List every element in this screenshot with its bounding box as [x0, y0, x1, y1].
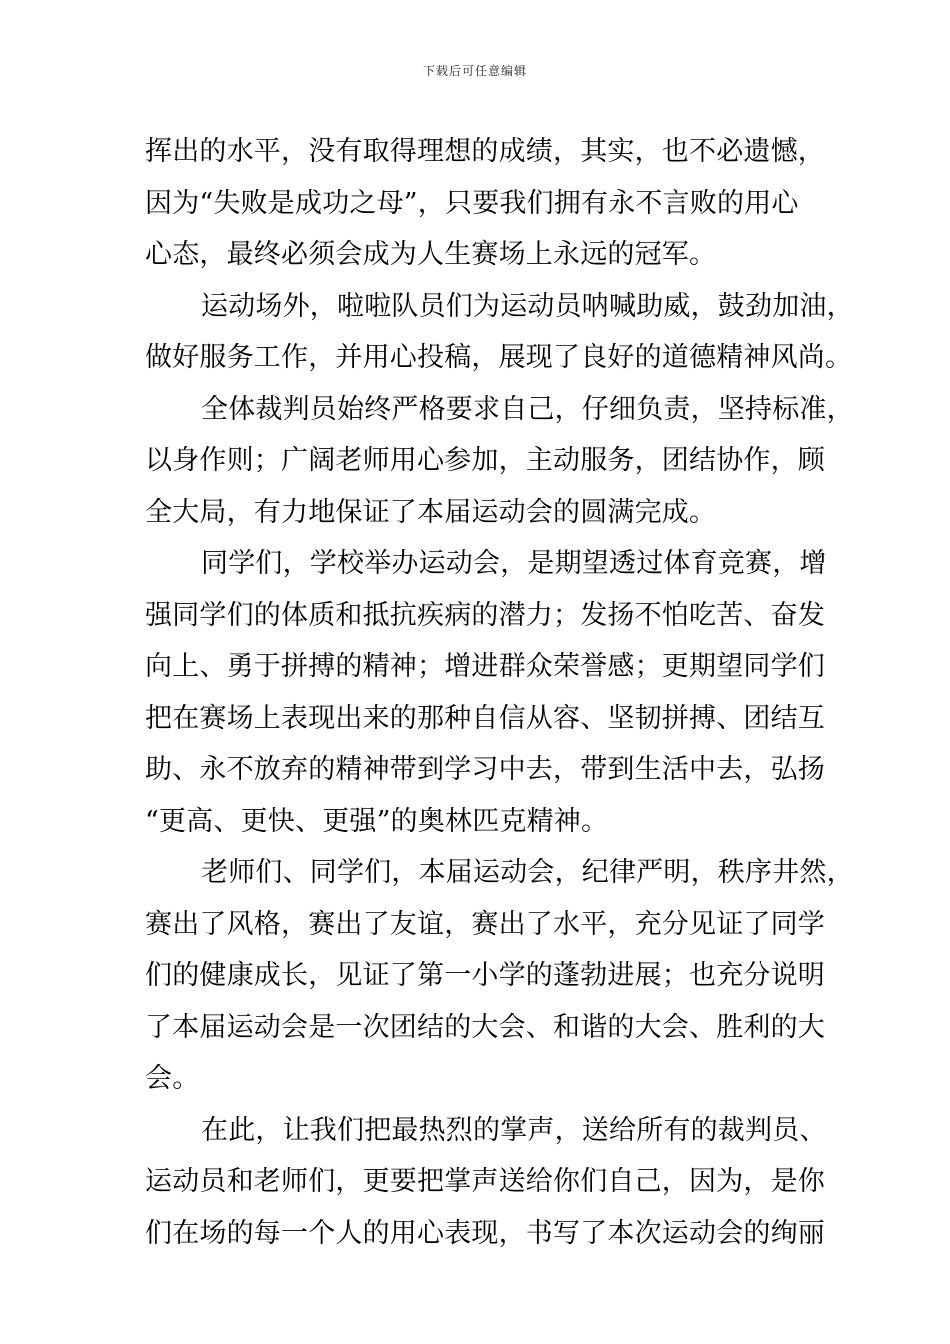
- text-line: 强同学们的体质和抵抗疾病的潜力；发扬不怕吃苦、奋发: [145, 599, 825, 631]
- text-line: 因为“失败是成功之母”，只要我们拥有永不言败的用心: [145, 187, 799, 219]
- text-line: 赛出了风格，赛出了友谊，赛出了水平，充分见证了同学: [145, 908, 825, 940]
- document-body: [145, 126, 854, 1259]
- paragraph: [145, 538, 835, 847]
- text-line: 运动场外，啦啦队员们为运动员呐喊助威，鼓劲加油，: [201, 290, 854, 322]
- text-line: 老师们、同学们，本届运动会，纪律严明，秩序井然，: [201, 857, 854, 888]
- text-line: 助、永不放弃的精神带到学习中去，带到生活中去，弘扬: [145, 754, 825, 785]
- paragraph: [145, 126, 835, 281]
- text-line: 同学们，学校举办运动会，是期望透过体育竞赛，增: [201, 548, 827, 579]
- page-header: 下载后可任意编辑: [422, 64, 527, 78]
- text-line: 以身作则；广阔老师用心参加，主动服务，团结协作，顾: [145, 445, 825, 476]
- text-line: 运动员和老师们，更要把掌声送给你们自己，因为，是你: [145, 1166, 825, 1197]
- text-line: 做好服务工作，并用心投稿，展现了良好的道德精神风尚。: [145, 342, 853, 373]
- paragraph: [145, 281, 854, 384]
- text-line: 会。: [145, 1063, 200, 1094]
- text-line: 们的健康成长，见证了第一小学的蓬勃进展；也充分说明: [145, 960, 825, 991]
- text-line: “更高、更快、更强”的奥林匹克精神。: [145, 805, 609, 837]
- text-line: 们在场的每一个人的用心表现，书写了本次运动会的绚丽: [145, 1217, 825, 1249]
- text-line: 心态，最终必须会成为人生赛场上永远的冠军。: [145, 239, 717, 270]
- text-line: 全体裁判员始终严格要求自己，仔细负责，坚持标准，: [201, 393, 854, 425]
- paragraph: [145, 847, 854, 1105]
- text-line: 了本届运动会是一次团结的大会、和谐的大会、胜利的大: [145, 1011, 825, 1043]
- text-line: 向上、勇于拼搏的精神；增进群众荣誉感；更期望同学们: [145, 651, 825, 682]
- text-line: 在此，让我们把最热烈的掌声，送给所有的裁判员、: [201, 1114, 827, 1146]
- text-line: 挥出的水平，没有取得理想的成绩，其实，也不必遗憾，: [145, 136, 825, 167]
- paragraph: [145, 1105, 835, 1260]
- text-line: 把在赛场上表现出来的那种自信从容、坚韧拼搏、团结互: [145, 702, 825, 734]
- paragraph: [145, 384, 854, 539]
- text-line: 全大局，有力地保证了本届运动会的圆满完成。: [145, 496, 717, 528]
